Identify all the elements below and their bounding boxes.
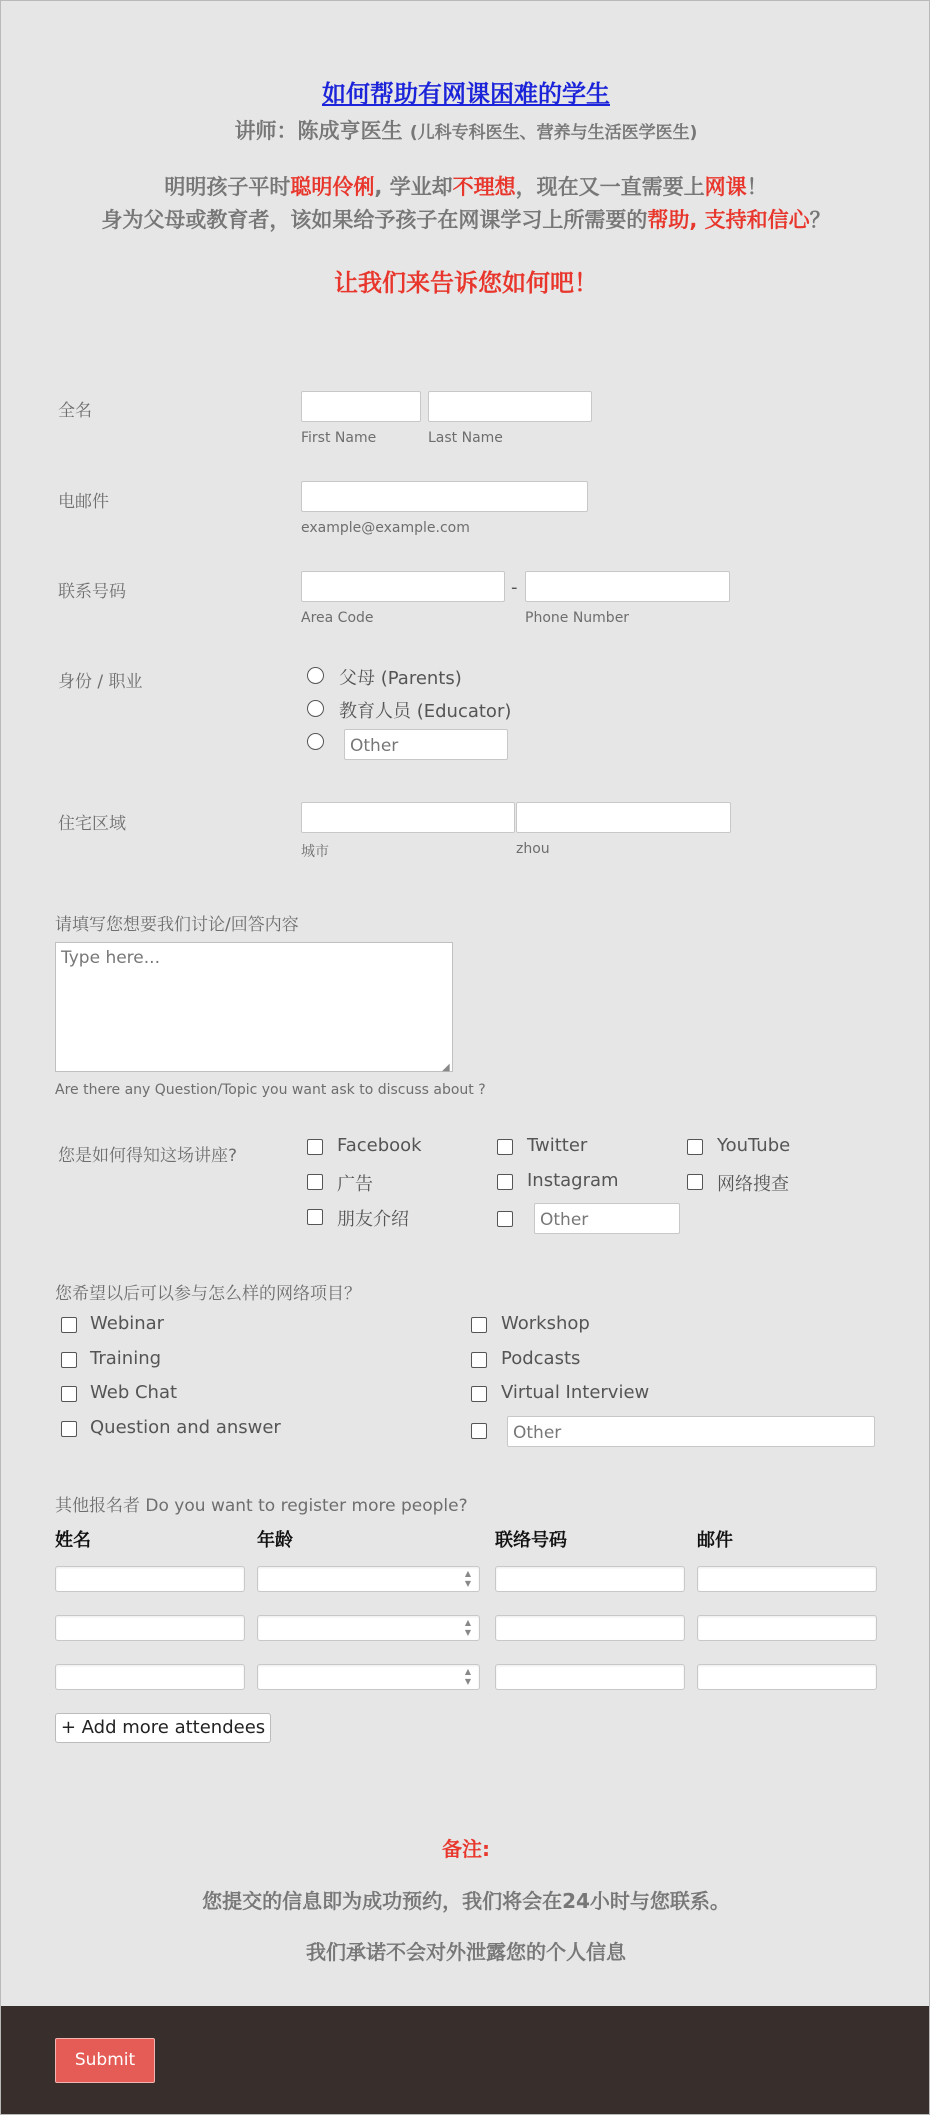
future-checkbox-workshop[interactable]: [471, 1317, 487, 1333]
role-radio-parents[interactable]: [307, 667, 324, 684]
intro-text: , 学业却: [374, 175, 453, 199]
intro-highlight: 聪明伶俐: [290, 175, 375, 199]
future-checkbox-webinar[interactable]: [61, 1317, 77, 1333]
last-name-input[interactable]: [428, 391, 592, 422]
topic-label: 请填写您想要我们讨论/回答内容: [55, 915, 299, 935]
phone-separator: -: [511, 577, 518, 598]
role-radio-educator[interactable]: [307, 700, 324, 717]
role-radio-other[interactable]: [307, 733, 324, 750]
source-option-instagram: Instagram: [527, 1170, 619, 1191]
attendee-phone-input[interactable]: [495, 1664, 685, 1690]
attendee-name-input[interactable]: [55, 1566, 245, 1592]
col-header-email: 邮件: [697, 1530, 733, 1551]
source-checkbox-facebook[interactable]: [307, 1139, 323, 1155]
col-header-name: 姓名: [55, 1530, 91, 1551]
role-option-educator: 教育人员 (Educator): [339, 701, 512, 722]
role-other-input[interactable]: [344, 729, 508, 760]
first-name-input[interactable]: [301, 391, 421, 422]
area-code-input[interactable]: [301, 571, 505, 602]
first-name-sublabel: First Name: [301, 430, 377, 446]
future-option-podcasts: Podcasts: [501, 1348, 581, 1369]
role-option-parents: 父母 (Parents): [339, 668, 462, 689]
last-name-sublabel: Last Name: [428, 430, 503, 446]
intro-text: 身为父母或教育者，该如果给予孩子在网课学习上所需要的: [101, 208, 648, 232]
future-option-qa: Question and answer: [90, 1417, 281, 1438]
attendee-age-input[interactable]: [257, 1664, 480, 1690]
attendee-email-input[interactable]: [697, 1566, 877, 1592]
speaker-note: (儿科专科医生、营养与生活医学医生): [409, 123, 698, 143]
future-checkbox-podcasts[interactable]: [471, 1352, 487, 1368]
source-checkbox-twitter[interactable]: [497, 1139, 513, 1155]
resize-handle-icon[interactable]: ◢: [442, 1062, 450, 1073]
source-option-ads: 广告: [337, 1174, 373, 1195]
attendee-age-input[interactable]: [257, 1615, 480, 1641]
city-input[interactable]: [301, 802, 515, 833]
intro-text: 明明孩子平时: [164, 175, 291, 199]
phone-label: 联系号码: [58, 582, 126, 602]
notes-line-1: 您提交的信息即为成功预约，我们将会在24小时与您联系。: [202, 1889, 730, 1913]
attendee-phone-input[interactable]: [495, 1615, 685, 1641]
speaker-line: [1, 115, 930, 145]
email-label: 电邮件: [58, 492, 109, 512]
intro-text: ！: [746, 175, 768, 199]
source-option-facebook: Facebook: [337, 1135, 422, 1156]
future-other-input[interactable]: [507, 1416, 875, 1447]
topic-sublabel: Are there any Question/Topic you want ask to discuss about ?: [55, 1082, 486, 1098]
attendee-name-input[interactable]: [55, 1615, 245, 1641]
intro-highlight: 帮助, 支持和信心: [647, 208, 810, 232]
source-option-friends: 朋友介绍: [337, 1209, 409, 1230]
source-checkbox-ads[interactable]: [307, 1174, 323, 1190]
future-label: 您希望以后可以参与怎么样的网络项目？: [55, 1284, 361, 1304]
full-name-label: 全名: [58, 401, 92, 421]
source-checkbox-other[interactable]: [497, 1211, 513, 1227]
future-checkbox-web-chat[interactable]: [61, 1386, 77, 1402]
source-checkbox-friends[interactable]: [307, 1209, 323, 1225]
future-option-training: Training: [90, 1348, 162, 1369]
attendee-email-input[interactable]: [697, 1615, 877, 1641]
attendee-phone-input[interactable]: [495, 1566, 685, 1592]
stepper-arrows-icon[interactable]: ▲ ▼: [464, 1569, 472, 1588]
source-checkbox-instagram[interactable]: [497, 1174, 513, 1190]
future-checkbox-other[interactable]: [471, 1423, 487, 1439]
notes-heading: 备注:: [442, 1837, 490, 1861]
speaker-name: 讲师：陈成亨医生: [234, 119, 403, 143]
intro-text: ，现在又一直需要上: [515, 175, 705, 199]
intro-line-2: [1, 204, 930, 234]
phone-number-sublabel: Phone Number: [525, 610, 630, 626]
future-option-webinar: Webinar: [90, 1313, 165, 1334]
col-header-phone: 联络号码: [495, 1530, 567, 1551]
region-label: 住宅区域: [58, 814, 126, 834]
future-option-workshop: Workshop: [501, 1313, 590, 1334]
attendee-email-input[interactable]: [697, 1664, 877, 1690]
intro-highlight: 网课: [704, 175, 747, 199]
notes-line-2: 我们承诺不会对外泄露您的个人信息: [306, 1940, 626, 1964]
page-title[interactable]: 如何帮助有网课困难的学生: [322, 80, 610, 108]
city-sublabel: 城市: [301, 844, 329, 860]
email-input[interactable]: [301, 481, 588, 512]
add-attendees-button[interactable]: + Add more attendees: [55, 1713, 271, 1743]
source-checkbox-web-search[interactable]: [687, 1174, 703, 1190]
future-checkbox-training[interactable]: [61, 1352, 77, 1368]
future-checkbox-qa[interactable]: [61, 1421, 77, 1437]
role-label: 身份 / 职业: [58, 672, 143, 692]
source-option-youtube: YouTube: [717, 1135, 791, 1156]
source-checkbox-youtube[interactable]: [687, 1139, 703, 1155]
attendees-label: 其他报名者 Do you want to register more people?: [55, 1496, 468, 1516]
call-to-action: 让我们来告诉您如何吧！: [334, 269, 598, 297]
future-other-placeholder: Other: [513, 1423, 562, 1443]
submit-button[interactable]: Submit: [55, 2038, 155, 2083]
intro-line-1: [1, 171, 930, 201]
attendee-name-input[interactable]: [55, 1664, 245, 1690]
future-option-web-chat: Web Chat: [90, 1382, 178, 1403]
intro-highlight: 不理想: [452, 175, 516, 199]
intro-text: ？: [809, 208, 831, 232]
email-sublabel: example@example.com: [301, 520, 470, 536]
source-option-web-search: 网络搜查: [717, 1174, 789, 1195]
source-option-twitter: Twitter: [527, 1135, 588, 1156]
role-other-placeholder: Other: [350, 736, 399, 756]
topic-textarea[interactable]: [55, 942, 453, 1072]
source-label: 您是如何得知这场讲座?: [58, 1146, 238, 1166]
stepper-arrows-icon[interactable]: ▲ ▼: [464, 1618, 472, 1637]
future-checkbox-virtual-interview[interactable]: [471, 1386, 487, 1402]
phone-number-input[interactable]: [525, 571, 730, 602]
stepper-arrows-icon[interactable]: ▲ ▼: [464, 1667, 472, 1686]
col-header-age: 年龄: [257, 1530, 293, 1551]
area-code-sublabel: Area Code: [301, 610, 374, 626]
source-other-input[interactable]: [534, 1203, 680, 1234]
attendee-age-input[interactable]: [257, 1566, 480, 1592]
state-sublabel: zhou: [516, 841, 550, 857]
source-other-placeholder: Other: [540, 1210, 589, 1230]
state-input[interactable]: [516, 802, 731, 833]
future-option-virtual-interview: Virtual Interview: [501, 1382, 650, 1403]
